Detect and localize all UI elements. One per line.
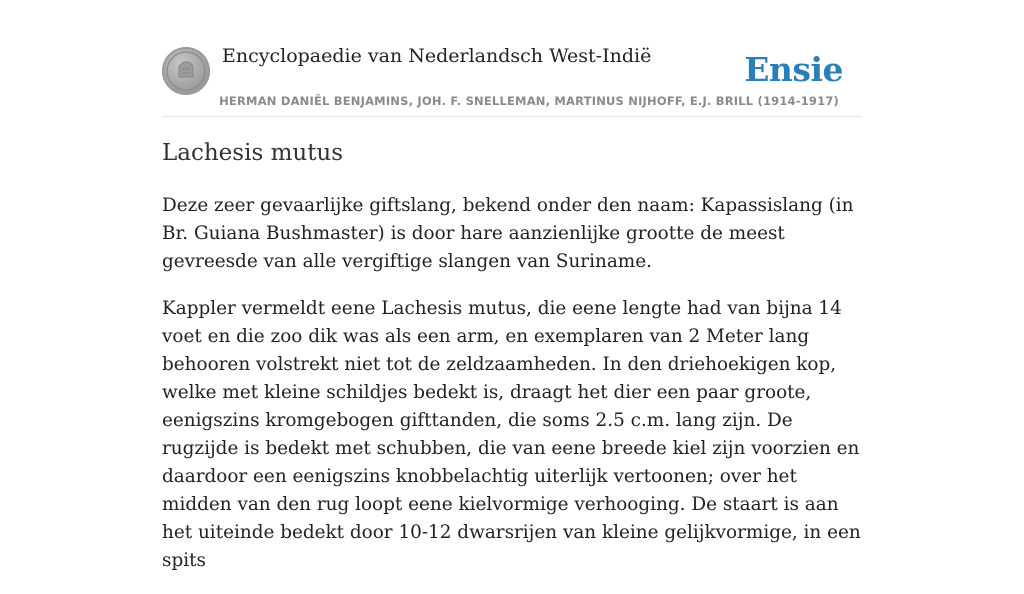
article-title: Lachesis mutus: [162, 140, 344, 166]
ensie-brand-logo[interactable]: Ensie: [744, 50, 843, 89]
header: [162, 0, 862, 117]
article-body: [162, 192, 862, 594]
article-paragraph: Deze zeer gevaarlijke giftslang, bekend onder den naam: Kapassislang (in Br. Guiana Bushmaster) is door hare aanzienlijke grootte de meest gevreesde van alle vergiftige slangen van Suriname.: [162, 195, 854, 272]
authors-publishers: HERMAN DANIËL BENJAMINS, JOH. F. SNELLEMAN, MARTINUS NIJHOFF, E.J. BRILL (1914-1917): [219, 94, 839, 108]
page: [162, 0, 862, 571]
book-title[interactable]: Encyclopaedie van Nederlandsch West-Indië: [222, 45, 652, 67]
article-paragraph: Kappler vermeldt eene Lachesis mutus, die eene lengte had van bijna 14 voet en die zoo dik was als een arm, en exemplaren van 2 Meter lang behooren volstrekt niet tot de zeldzaamheden. In den driehoekigen kop, welke met kleine schildjes bedekt is, draagt het dier een paar groote, eenigszins kromgebogen gifttanden, die soms 2.5 c.m. lang zijn. De rugzijde is bedekt met schubben, die van eene breede kiel zijn voorzien en daardoor een eenigszins knobbelachtig uiterlijk vertoonen; over het midden van den rug loopt eene kielvormige verhooging. De staart is aan het uiteinde bedekt door 10-12 dwarsrijen van kleine gelijkvormige, in een spits: [162, 298, 861, 571]
coin-seal-logo: [162, 47, 210, 95]
